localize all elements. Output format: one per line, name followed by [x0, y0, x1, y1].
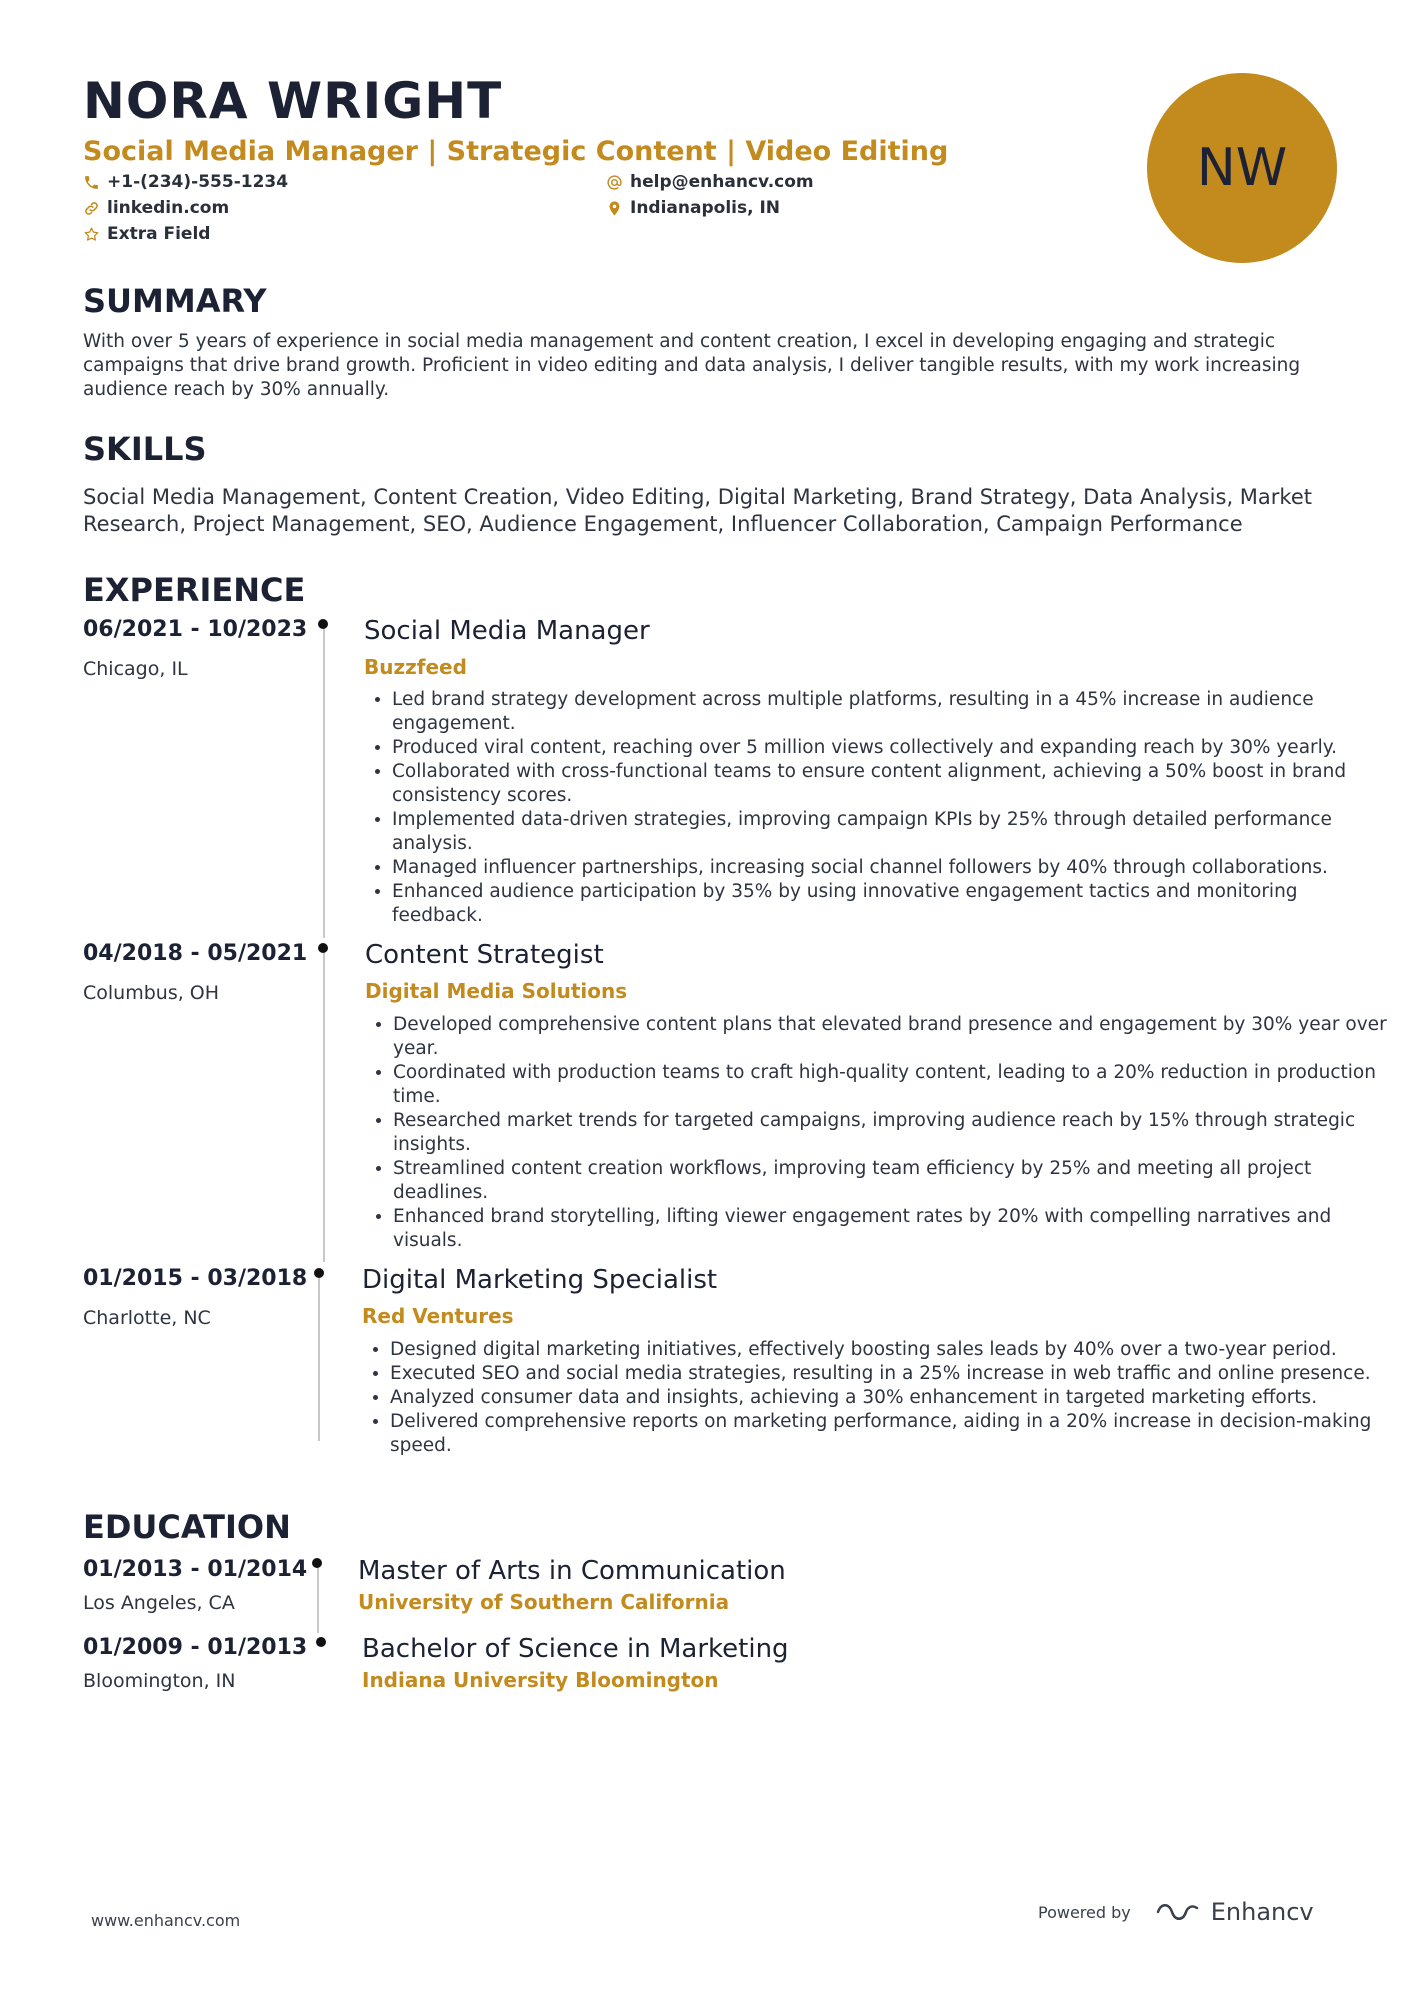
education-location: Los Angeles, CA — [83, 1592, 235, 1614]
skills-text: Social Media Management, Content Creation, Video Editing, Digital Marketing, Brand Strategy, Data Analysis, Market Research, Project Management, SEO, Audience Engagement, Influencer Collaboration, Campaign Performance — [83, 485, 1312, 536]
email-text: help@enhancv.com — [630, 172, 814, 192]
contact-linkedin[interactable] — [83, 198, 229, 218]
job-location: Charlotte, NC — [83, 1307, 211, 1329]
job-dates: 06/2021 - 10/2023 — [83, 617, 308, 642]
powered-by-text: Powered by — [1038, 1902, 1131, 1922]
bullet-item: • Managed influencer partnerships, increasing social channel followers by 40% through collaborations. — [392, 856, 1392, 880]
candidate-name: NORA WRIGHT — [83, 72, 503, 130]
contact-location — [606, 198, 780, 218]
contact-info — [83, 172, 983, 252]
timeline-dot — [316, 1637, 326, 1647]
avatar — [1147, 73, 1337, 263]
footer-branding[interactable] — [1038, 1898, 1314, 1926]
timeline-line — [317, 1567, 319, 1633]
link-icon — [83, 200, 100, 217]
bullet-item: • Implemented data-driven strategies, improving campaign KPIs by 25% through detailed performance analysis. — [392, 808, 1392, 856]
star-icon — [83, 226, 100, 243]
education-location: Bloomington, IN — [83, 1670, 236, 1692]
job-title: Digital Marketing Specialist — [362, 1265, 718, 1295]
bullet-item: • Designed digital marketing initiatives, effectively boosting sales leads by 40% over a two-year period. — [390, 1338, 1390, 1362]
job-bullets — [364, 688, 1392, 928]
job-bullets — [365, 1013, 1393, 1253]
job-company: Digital Media Solutions — [365, 979, 628, 1003]
contact-phone[interactable] — [83, 172, 288, 192]
education-dates: 01/2009 - 01/2013 — [83, 1635, 308, 1660]
job-title: Social Media Manager — [364, 616, 650, 646]
timeline-line — [323, 628, 325, 938]
summary-heading: SUMMARY — [83, 282, 267, 320]
timeline-dot — [318, 943, 328, 953]
job-bullets — [362, 1338, 1390, 1458]
bullet-item: • Streamlined content creation workflows, improving team efficiency by 25% and meeting all project deadlines. — [393, 1157, 1393, 1205]
at-icon — [606, 174, 623, 191]
candidate-headline: Social Media Manager | Strategic Content | Video Editing — [83, 136, 949, 167]
bullet-item: • Enhanced brand storytelling, lifting viewer engagement rates by 20% with compelling narratives and visuals. — [393, 1205, 1393, 1253]
location-text: Indianapolis, IN — [630, 198, 781, 218]
job-location: Chicago, IL — [83, 658, 188, 680]
footer-website[interactable]: www.enhancv.com — [91, 1911, 241, 1930]
timeline-line — [318, 1276, 320, 1441]
education-dates: 01/2013 - 01/2014 — [83, 1557, 308, 1582]
bullet-item: • Analyzed consumer data and insights, achieving a 30% enhancement in targeted marketing efforts. — [390, 1386, 1390, 1410]
timeline-line — [323, 952, 325, 1262]
timeline-dot — [314, 1268, 324, 1278]
brand-name: Enhancv — [1210, 1898, 1314, 1926]
contact-email[interactable] — [606, 172, 814, 192]
phone-icon — [83, 174, 100, 191]
job-dates: 01/2015 - 03/2018 — [83, 1266, 308, 1291]
summary-text: With over 5 years of experience in social media management and content creation, I excel in developing engaging and strategic campaigns that drive brand growth. Proficient in video editing and data analysis, I deliver tangible results, with my work increasing audience reach by 30% annually. — [83, 331, 1301, 400]
bullet-item: • Delivered comprehensive reports on marketing performance, aiding in a 20% increase in decision-making speed. — [390, 1410, 1390, 1458]
bullet-item: • Researched market trends for targeted campaigns, improving audience reach by 15% through strategic insights. — [393, 1109, 1393, 1157]
bullet-item: • Executed SEO and social media strategies, resulting in a 25% increase in web traffic and online presence. — [390, 1362, 1390, 1386]
extra-field-text: Extra Field — [107, 224, 211, 244]
brand-logo — [1155, 1898, 1314, 1926]
experience-heading: EXPERIENCE — [83, 571, 306, 609]
school-name: Indiana University Bloomington — [362, 1668, 719, 1692]
bullet-item: • Led brand strategy development across multiple platforms, resulting in a 45% increase in audience engagement. — [392, 688, 1392, 736]
timeline-dot — [318, 619, 328, 629]
job-dates: 04/2018 - 05/2021 — [83, 941, 308, 966]
job-company: Buzzfeed — [364, 655, 467, 679]
enhancv-logo-icon — [1155, 1900, 1201, 1924]
timeline-dot — [312, 1558, 322, 1568]
bullet-item: • Coordinated with production teams to craft high-quality content, leading to a 20% reduction in production time. — [393, 1061, 1393, 1109]
contact-extra — [83, 224, 210, 244]
school-name: University of Southern California — [358, 1590, 730, 1614]
education-heading: EDUCATION — [83, 1508, 291, 1546]
bullet-item: • Enhanced audience participation by 35% by using innovative engagement tactics and monitoring feedback. — [392, 880, 1392, 928]
job-company: Red Ventures — [362, 1304, 514, 1328]
degree-title: Master of Arts in Communication — [358, 1556, 786, 1586]
location-pin-icon — [606, 200, 623, 217]
skills-heading: SKILLS — [83, 430, 207, 468]
phone-text: +1-(234)-555-1234 — [107, 172, 289, 192]
job-title: Content Strategist — [365, 940, 604, 970]
bullet-item: • Collaborated with cross-functional teams to ensure content alignment, achieving a 50% boost in brand consistency scores. — [392, 760, 1392, 808]
avatar-initials: NW — [1196, 138, 1288, 198]
degree-title: Bachelor of Science in Marketing — [362, 1634, 789, 1664]
bullet-item: • Produced viral content, reaching over 5 million views collectively and expanding reach by 30% yearly. — [392, 736, 1392, 760]
job-location: Columbus, OH — [83, 982, 220, 1004]
linkedin-text: linkedin.com — [107, 198, 230, 218]
bullet-item: • Developed comprehensive content plans that elevated brand presence and engagement by 30% year over year. — [393, 1013, 1393, 1061]
